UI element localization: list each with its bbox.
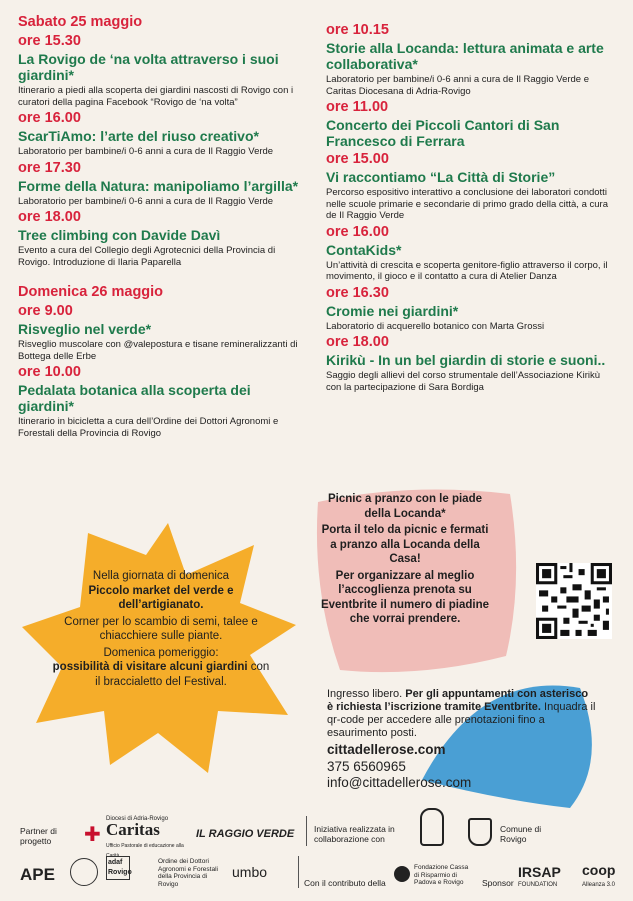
event-title: Concerto dei Piccoli Cantori di San Francesco di Ferrara — [326, 117, 560, 149]
caritas-name: Caritas — [106, 820, 160, 839]
caritas-sub: Ufficio Pastorale di educazione alla Carità — [106, 843, 184, 859]
ordine-logo-text: Ordine dei Dottori Agronomi e Forestali della Provincia di Rovigo — [158, 858, 218, 888]
ape-logo: APE — [20, 865, 55, 884]
event-time: ore 18.00 — [18, 209, 81, 225]
caritas-logo — [84, 814, 184, 859]
collaboration-label: Iniziativa realizzata in collaborazione con — [314, 824, 395, 844]
event-title: Risveglio nel verde* — [18, 321, 152, 337]
fondazione-logo-text: Fondazione Cassa di Risparmio di Padova e Rovigo — [414, 864, 469, 886]
day-heading-saturday: Sabato 25 maggio — [18, 14, 143, 30]
event-time: ore 17.30 — [18, 159, 81, 176]
day-heading-sunday: Domenica 26 maggio — [18, 284, 164, 300]
market-line: Corner per lo scambio di semi, talee e chiacchiere sulle piante. — [64, 615, 258, 642]
event-time: ore 16.30 — [326, 284, 389, 301]
casa-logo-icon — [420, 808, 444, 846]
comune-label: Comune di Rovigo — [500, 824, 542, 844]
event-time: ore 15.30 — [18, 33, 81, 49]
info-text-bold: Per gli appuntamenti con asterisco è richiesta l’iscrizione tramite Eventbrite. — [327, 688, 589, 713]
picnic-title: Picnic a pranzo con le piade della Locanda* — [327, 493, 482, 520]
comune-crest-icon — [468, 818, 492, 846]
event-desc: Laboratorio per bambine/i 0-6 anni a cura de Il Raggio Verde — [18, 146, 274, 157]
event-desc: Laboratorio per bambine/i 0-6 anni a cura de Il Raggio Verde e Caritas Diocesana di Adria-Rovigo — [326, 74, 590, 97]
event-title: Tree climbing con Davide Davì — [18, 227, 221, 243]
raggio-verde-logo: IL RAGGIO VERDE — [196, 828, 295, 840]
coop-sub: Alleanza 3.0 — [582, 882, 616, 888]
website-link[interactable]: cittadellerose.com — [327, 742, 446, 757]
event-time: ore 15.00 — [326, 151, 389, 167]
market-line: possibilità di visitare alcuni giardini — [52, 661, 248, 673]
email-link[interactable]: info@cittadellerose.com — [327, 775, 472, 790]
saturday-schedule — [18, 14, 308, 439]
event-desc: Saggio degli allievi del corso strumentale dell’Associazione Kirikù con la partecipazione di Sara Bordiga — [326, 370, 601, 393]
event-title: Pedalata botanica alla scoperta dei giardini* — [18, 382, 251, 414]
event-title: Cromie nei giardini* — [326, 302, 459, 319]
event-title: Kirikù - In un bel giardin di storie e suoni.. — [326, 352, 606, 368]
event-title: ScarTiAmo: l’arte del riuso creativo* — [18, 128, 259, 144]
event-title: Storie alla Locanda: lettura animata e arte collaborativa* — [326, 40, 604, 72]
event-time: ore 16.00 — [326, 223, 389, 240]
info-text: Ingresso libero. — [327, 688, 403, 700]
picnic-body: Porta il telo da picnic e fermati a pranzo alla Locanda della Casa! — [321, 524, 489, 565]
sponsor-label: Sponsor — [482, 878, 514, 888]
phone-number[interactable]: 375 6560965 — [327, 759, 406, 774]
contribution-label: Con il contributo della — [304, 878, 386, 888]
adaf-logo: adaf Rovigo — [106, 856, 130, 880]
event-title: ContaKids* — [326, 241, 402, 258]
event-desc: Evento a cura del Collegio degli Agrotecnici della Provincia di Rovigo. Introduzione di Ilaria Paparella — [18, 245, 276, 268]
picnic-info — [320, 492, 490, 627]
event-desc: Itinerario a piedi alla scoperta dei giardini nascosti di Rovigo con i curatori della pagina Facebook “Rovigo de ‘na volta” — [18, 85, 294, 108]
event-time: ore 16.00 — [18, 110, 81, 126]
event-time: ore 10.00 — [18, 364, 81, 380]
event-desc: Itinerario in bicicletta a cura dell’Ordine dei Dottori Agronomi e Forestali della Provincia di Rovigo — [18, 416, 279, 439]
sunday-schedule-continued — [326, 22, 616, 393]
caritas-diocese: Diocesi di Adria-Rovigo — [106, 816, 169, 822]
event-time: ore 9.00 — [18, 303, 73, 319]
market-line: con il braccialetto del Festival. — [95, 661, 270, 688]
event-desc: Laboratorio di acquerello botanico con Marta Grossi — [326, 320, 545, 332]
umbo-logo: umbo — [232, 864, 268, 880]
market-line: Nella giornata di domenica — [92, 570, 230, 582]
collegio-logo-icon — [70, 858, 98, 886]
event-desc: Risveglio muscolare con @valepostura e tisane remineralizzanti di Bottega delle Erbe — [18, 339, 298, 362]
fondazione-logo-icon — [394, 866, 410, 882]
market-info — [50, 569, 272, 689]
event-title: Vi raccontiamo “La Città di Storie” — [326, 169, 556, 185]
coop-logo: coop — [582, 862, 616, 878]
event-time: ore 18.00 — [326, 334, 389, 350]
event-desc: Percorso espositivo interattivo a conclusione dei laboratori condotti nelle scuole primarie e secondarie di primo grado della città, a cura de Il Raggio Verde — [326, 187, 608, 221]
irsap-sub: FOUNDATION — [518, 882, 558, 888]
qr-code[interactable] — [536, 563, 612, 639]
event-desc: Laboratorio per bambine/i 0-6 anni a cura de Il Raggio Verde — [18, 195, 274, 207]
irsap-logo: IRSAP — [518, 864, 561, 880]
registration-info — [327, 688, 597, 740]
cross-icon: ✚ — [84, 824, 101, 846]
picnic-body: Per organizzare al meglio l’accoglienza prenota su Eventbrite il numero di piadine che vorrai prendere. — [320, 569, 490, 625]
event-time: ore 11.00 — [326, 99, 389, 115]
market-line: Domenica pomeriggio: — [103, 646, 219, 659]
event-title: La Rovigo de ‘na volta attraverso i suoi giardini* — [18, 51, 279, 83]
market-line: Piccolo market del verde e dell’artigianato. — [88, 584, 234, 611]
info-text: Inquadra il qr-code per accedere alle prenotazioni fino a esaurimento posti. — [327, 701, 596, 739]
partner-label: Partner di progetto — [20, 826, 57, 846]
event-time: ore 10.15 — [326, 22, 389, 38]
event-desc: Un’attività di crescita e scoperta genitore-figlio attraverso il corpo, il movimento, il gioco e il contatto a cura di Atelier Danza — [326, 259, 608, 282]
event-title: Forme della Natura: manipoliamo l’argilla* — [18, 177, 299, 194]
